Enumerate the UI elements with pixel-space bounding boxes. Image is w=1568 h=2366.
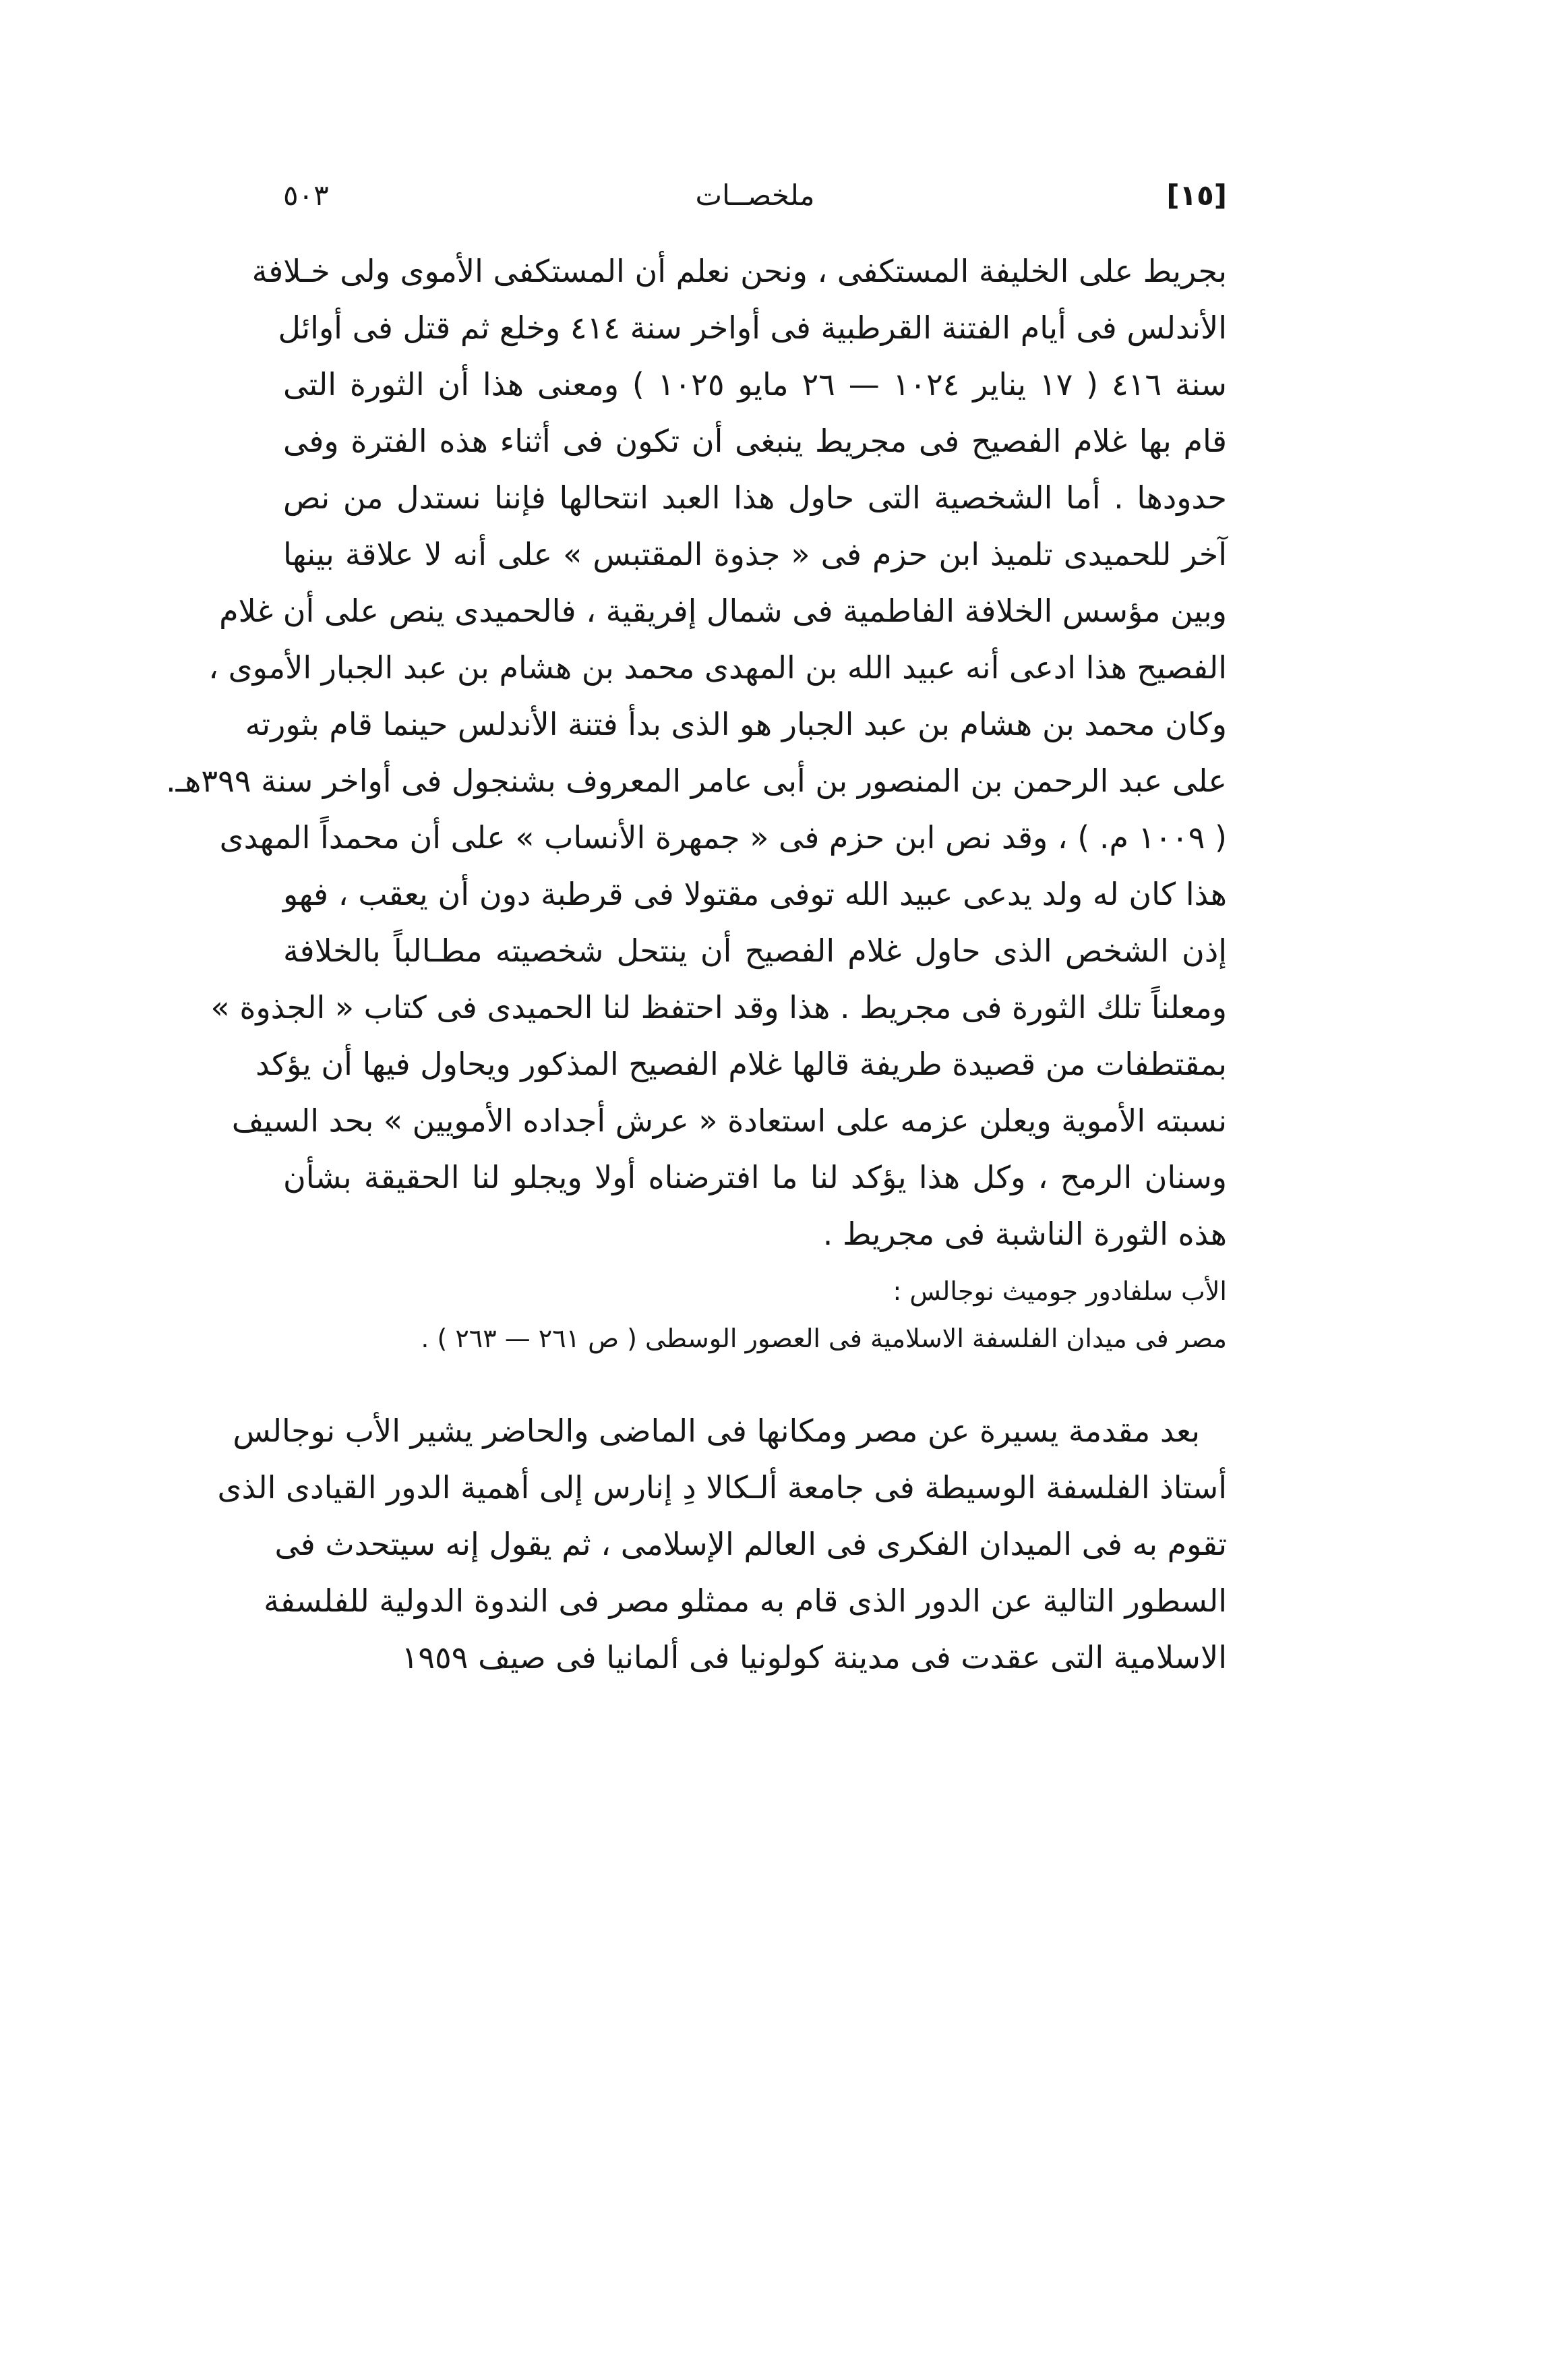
text-line: تقوم به فى الميدان الفكرى فى العالم الإسلامى ، ثم يقول إنه سيتحدث فى <box>274 1526 1227 1562</box>
text-line: على عبد الرحمن بن المنصور بن أبى عامر المعروف بشنجول فى أواخر سنة ٣٩٩هـ. <box>166 763 1227 799</box>
second-paragraph <box>217 1402 1227 1686</box>
text-line: أستاذ الفلسفة الوسيطة فى جامعة ألـكالا دِ إنارس إلى أهمية الدور القيادى الذى <box>217 1469 1227 1506</box>
text-line: آخر للحميدى تلميذ ابن حزم فى « جذوة المقتبس » على أنه لا علاقة بينها <box>283 536 1227 572</box>
page-header <box>283 169 1227 223</box>
text-line: وكان محمد بن هشام بن عبد الجبار هو الذى بدأ فتنة الأندلس حينما قام بثورته <box>245 706 1227 742</box>
main-paragraph <box>166 243 1227 1262</box>
source-citation <box>283 1268 1227 1362</box>
text-line: هذه الثورة الناشبة فى مجريط . <box>822 1216 1227 1252</box>
text-line: بجريط على الخليفة المستكفى ، ونحن نعلم أن المستكفى الأموى ولى خـلافة <box>251 253 1227 289</box>
text-line: هذا كان له ولد يدعى عبيد الله توفى مقتولا فى قرطبة دون أن يعقب ، فهو <box>283 876 1227 912</box>
text-line: قام بها غلام الفصيح فى مجريط ينبغى أن تكون فى أثناء هذه الفترة وفى <box>283 423 1227 459</box>
text-line: الاسلامية التى عقدت فى مدينة كولونيا فى ألمانيا فى صيف ١٩٥٩ <box>401 1639 1227 1676</box>
section-number: [١٥] <box>1166 179 1227 212</box>
text-line: سنة ٤١٦ ( ١٧ يناير ١٠٢٤ — ٢٦ مايو ١٠٢٥ ) ومعنى هذا أن الثورة التى <box>283 366 1227 403</box>
text-line: السطور التالية عن الدور الذى قام به ممثلو مصر فى الندوة الدولية للفلسفة <box>264 1583 1227 1619</box>
source-title: مصر فى ميدان الفلسفة الاسلامية فى العصور الوسطى ( ص ٢٦١ — ٢٦٣ ) . <box>421 1324 1227 1353</box>
text-line: الأندلس فى أيام الفتنة القرطبية فى أواخر سنة ٤١٤ وخلع ثم قتل فى أوائل <box>278 309 1227 346</box>
source-author: الأب سلفادور جوميث نوجالس : <box>893 1276 1227 1306</box>
page-number: ٥٠٣ <box>283 179 329 212</box>
text-line: بعد مقدمة يسيرة عن مصر ومكانها فى الماضى والحاضر يشير الأب نوجالس <box>233 1413 1200 1449</box>
text-line: نسبته الأموية ويعلن عزمه على استعادة « عرش أجداده الأمويين » بحد السيف <box>231 1102 1227 1139</box>
text-line: الفصيح هذا ادعى أنه عبيد الله بن المهدى محمد بن هشام بن عبد الجبار الأموى ، <box>208 649 1227 686</box>
text-line: بمقتطفات من قصيدة طريفة قالها غلام الفصيح المذكور ويحاول فيها أن يؤكد <box>255 1046 1227 1082</box>
text-line: إذن الشخص الذى حاول غلام الفصيح أن ينتحل شخصيته مطـالباً بالخلافة <box>283 933 1227 969</box>
text-line: وبين مؤسس الخلافة الفاطمية فى شمال إفريقية ، فالحميدى ينص على أن غلام <box>219 593 1227 629</box>
text-line: حدودها . أما الشخصية التى حاول هذا العبد انتحالها فإننا نستدل من نص <box>283 479 1227 516</box>
text-line: ( ١٠٠٩ م. ) ، وقد نص ابن حزم فى « جمهرة الأنساب » على أن محمداً المهدى <box>219 819 1227 856</box>
running-title: ملخصــات <box>695 179 815 212</box>
text-line: ومعلناً تلك الثورة فى مجريط . هذا وقد احتفظ لنا الحميدى فى كتاب « الجذوة » <box>210 989 1227 1026</box>
text-line: وسنان الرمح ، وكل هذا يؤكد لنا ما افترضناه أولا ويجلو لنا الحقيقة بشأن <box>283 1159 1227 1195</box>
